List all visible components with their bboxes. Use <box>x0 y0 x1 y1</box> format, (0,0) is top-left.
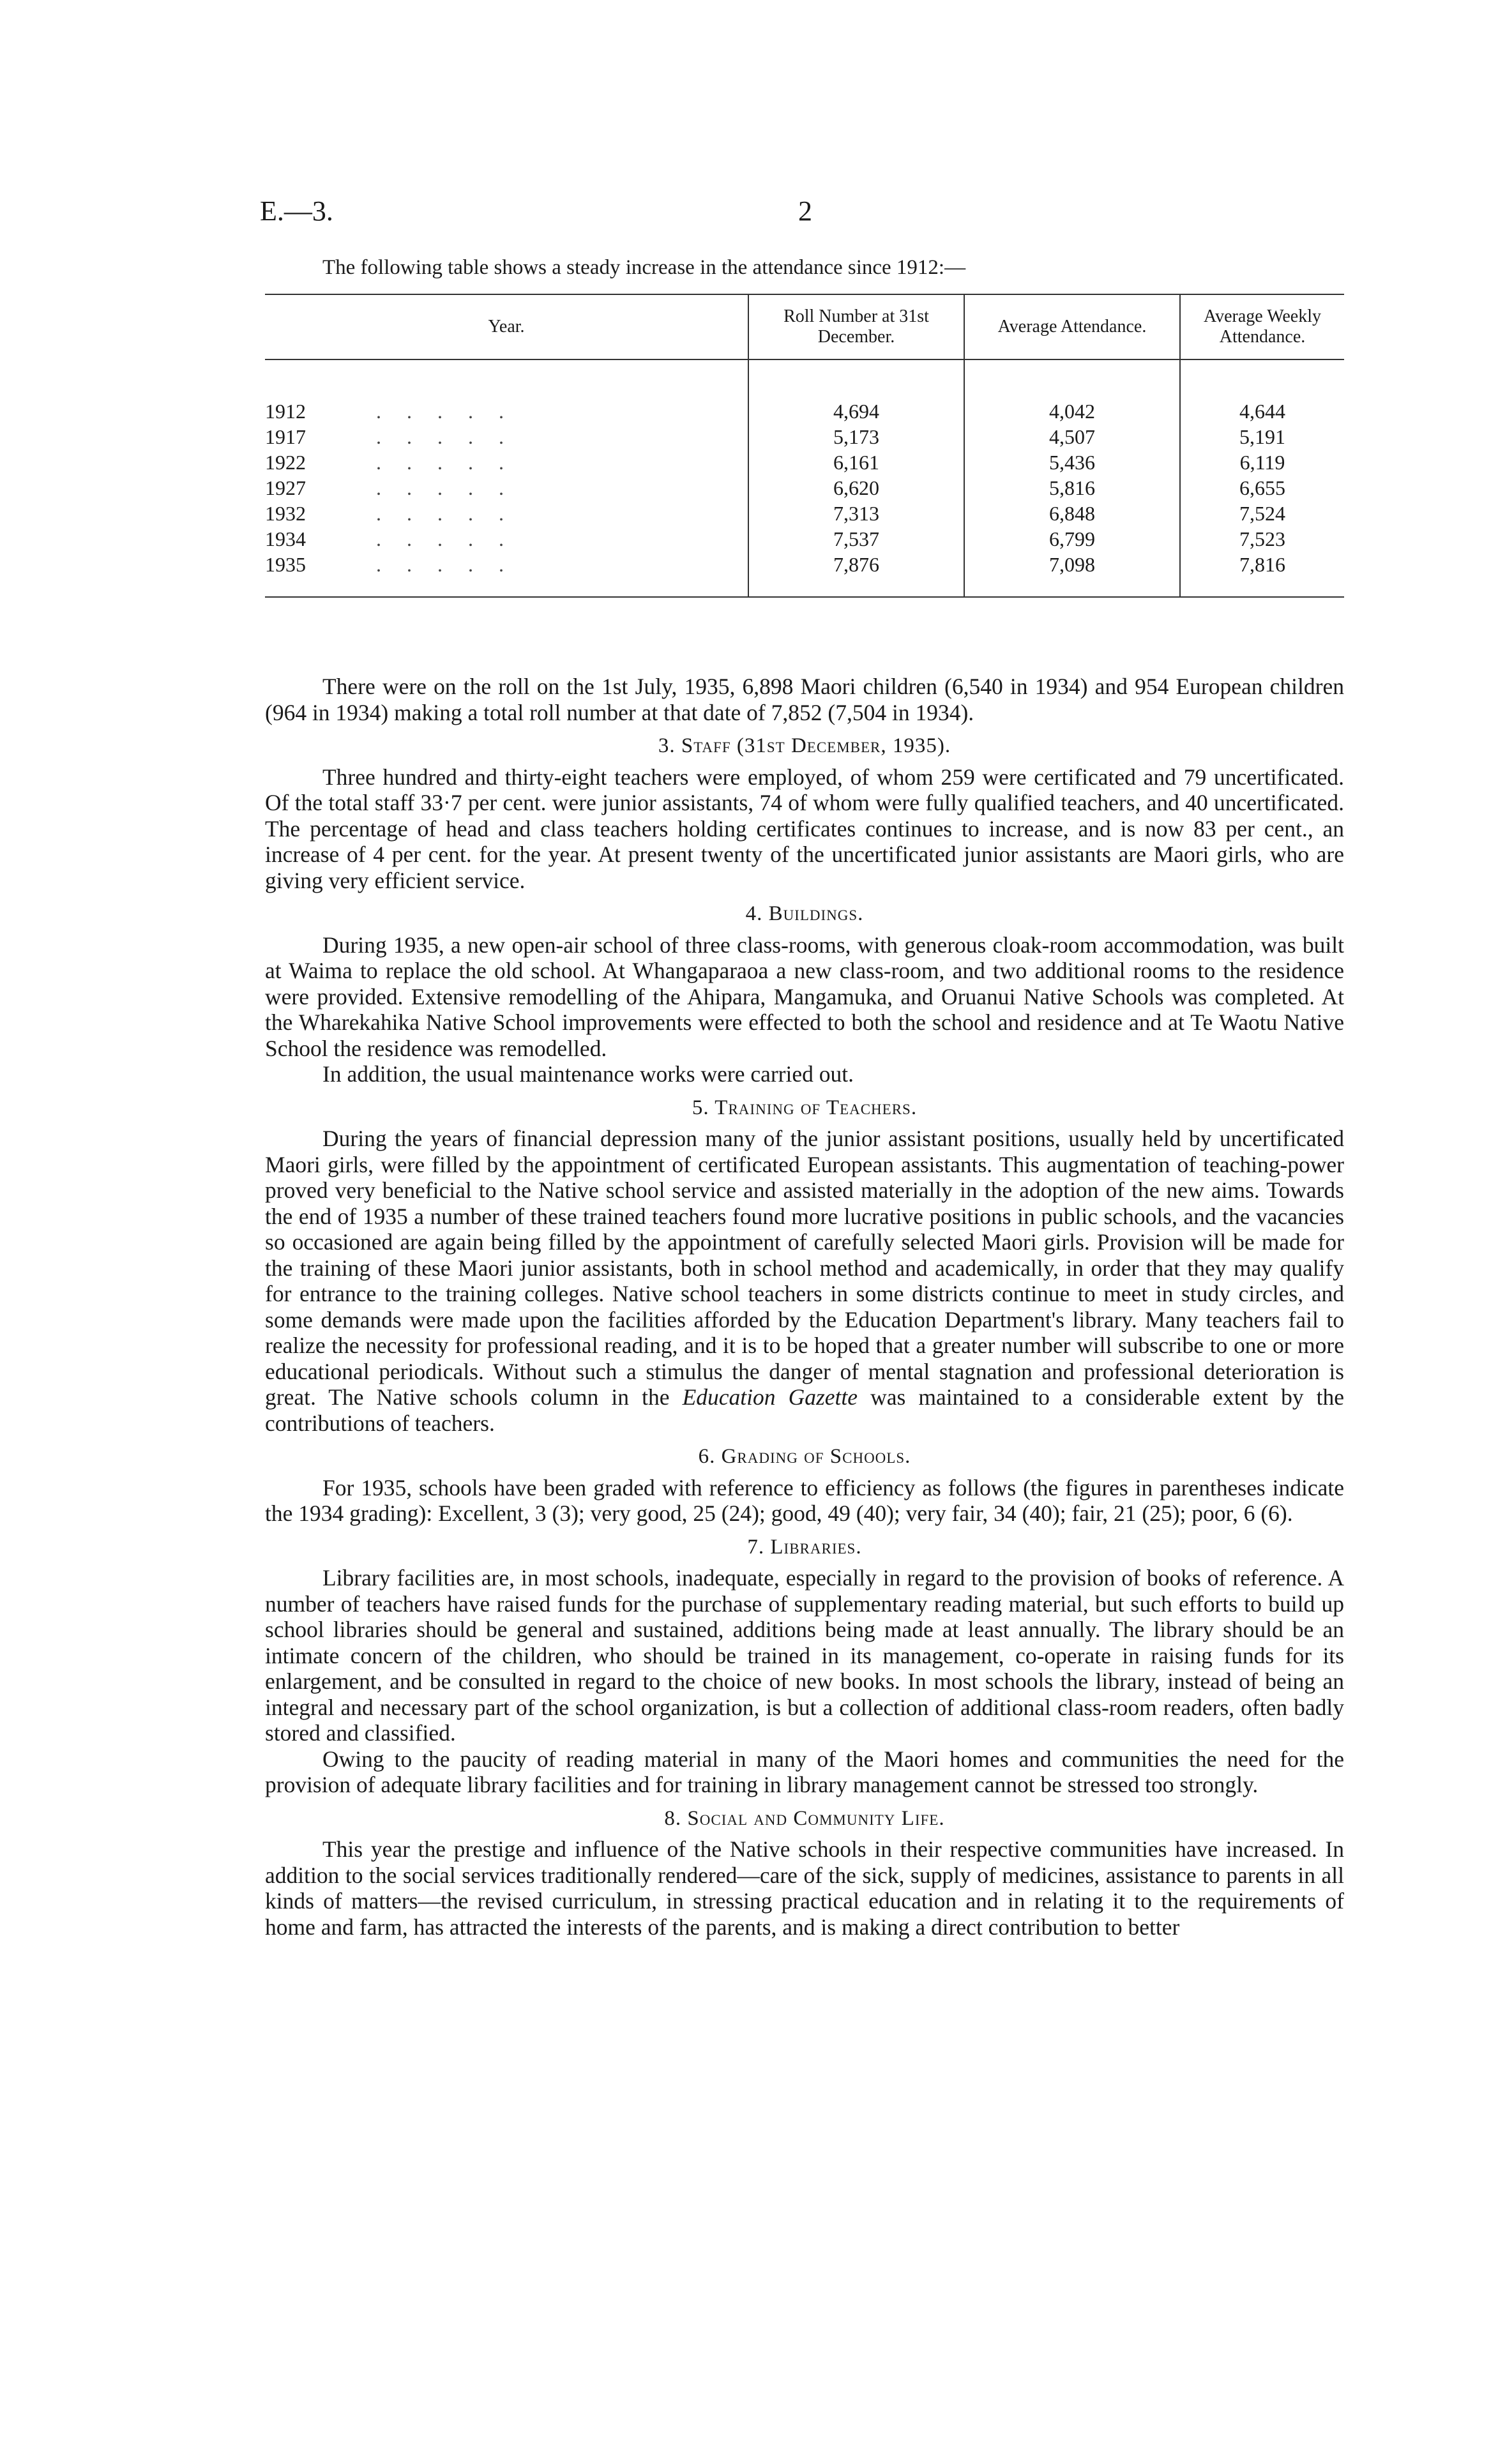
staff-paragraph: Three hundred and thirty-eight teachers were employed, of whom 259 were certificated and 79 uncertificated. Of the total staff 33·7 per cent. were junior assistants, 74 of whom were fully qualified teachers, and 40 uncertificated. The percentage of head and class teachers holding certificates continues to increase, and is now 83 per cent., an increase of 4 per cent. for the year. At present twenty of the uncertificated junior assistants are Maori girls, who are giving very efficient service. <box>265 764 1344 893</box>
average-cell: 6,799 <box>964 526 1180 552</box>
page-number: 2 <box>798 195 812 227</box>
year-value: 1922 <box>265 450 306 474</box>
column-header-average: Average Attendance. <box>964 294 1180 359</box>
year-value: 1912 <box>265 399 306 423</box>
weekly-cell: 6,119 <box>1180 450 1344 475</box>
year-cell <box>265 475 748 501</box>
section-heading-grading: 6. Grading of Schools. <box>698 1445 911 1468</box>
table-row <box>265 424 1344 450</box>
column-header-weekly: Average Weekly Attendance. <box>1180 294 1344 359</box>
buildings-paragraph: In addition, the usual maintenance works were carried out. <box>322 1061 854 1087</box>
year-cell <box>265 501 748 526</box>
roll-cell: 7,876 <box>748 552 964 597</box>
roll-cell: 6,620 <box>748 475 964 501</box>
roll-cell: 5,173 <box>748 424 964 450</box>
leader-dots: ..... <box>376 399 529 423</box>
section-heading-training: 5. Training of Teachers. <box>692 1096 918 1119</box>
leader-dots: ..... <box>376 450 529 474</box>
leader-dots: ..... <box>376 425 529 448</box>
report-body <box>265 674 1344 1940</box>
table-row <box>265 526 1344 552</box>
weekly-cell: 7,524 <box>1180 501 1344 526</box>
weekly-cell: 7,816 <box>1180 552 1344 597</box>
column-header-year: Year. <box>265 294 748 359</box>
table-row <box>265 475 1344 501</box>
leader-dots: ..... <box>376 527 529 550</box>
year-cell <box>265 424 748 450</box>
table-row <box>265 398 1344 424</box>
libraries-paragraph: Library facilities are, in most schools, inadequate, especially in regard to the provision of books of reference. A number of teachers have raised funds for the purchase of supplementary reading material, but such efforts to build up school libraries should be general and sustained, additions being made at least annually. The library should be an intimate concern of the children, who should be trained in its management, co-operate in raising funds for its enlargement, and be consulted in regard to the choice of new books. In most schools the library, instead of being an integral and necessary part of the school organization, is but a collection of additional class-room readers, often badly stored and classified. <box>265 1565 1344 1746</box>
year-cell <box>265 398 748 424</box>
attendance-table-container <box>265 294 1344 598</box>
year-cell <box>265 526 748 552</box>
roll-cell: 6,161 <box>748 450 964 475</box>
year-value: 1932 <box>265 501 306 525</box>
training-text-start: During the years of financial depression many of the junior assistant positions, usually held by uncertificated Maori girls, were filled by the appointment of certificated European assistants. This augmentation of teaching-power proved very beneficial to the Native school service and assisted materially in the adoption of the new aims. Towards the end of 1935 a number of these trained teachers found more lucrative positions in public schools, and the vacancies so occasioned are again being filled by the appointment of carefully selected Maori girls. Provision will be made for the training of these Maori junior assistants, both in school method and academically, in order that they may qualify for entrance to the training colleges. Native school teachers in some districts continue to meet in study circles, and some demands were made upon the facilities afforded by the Education Department's library. Many teachers fail to realize the necessity for professional reading, and it is to be hoped that a greater number will subscribe to one or more educational periodicals. Without such a stimulus the danger of mental stagnation and professional deterioration is great. The Native schools column in the <box>265 1126 1344 1410</box>
weekly-cell: 6,655 <box>1180 475 1344 501</box>
table-row <box>265 552 1344 597</box>
year-value: 1934 <box>265 527 306 550</box>
training-paragraph <box>265 1126 1344 1436</box>
column-header-roll: Roll Number at 31st December. <box>748 294 964 359</box>
average-cell: 4,507 <box>964 424 1180 450</box>
training-text-end: was maintained to a considerable extent by the contributions of teachers. <box>265 1384 1345 1436</box>
libraries-paragraph: Owing to the paucity of reading material in many of the Maori homes and communities the need for the provision of adequate library facilities and for training in library management cannot be stressed too strongly. <box>265 1746 1344 1797</box>
table-row <box>265 501 1344 526</box>
table-row <box>265 450 1344 475</box>
average-cell: 7,098 <box>964 552 1180 597</box>
social-paragraph: This year the prestige and influence of the Native schools in their respective communities have increased. In addition to the social services traditionally rendered—care of the sick, supply of medicines, assistance to parents in all kinds of matters—the revised curriculum, in stressing practical education and in relating it to the requirements of home and farm, has attracted the interests of the parents, and is making a direct contribution to better <box>265 1836 1344 1940</box>
average-cell: 6,848 <box>964 501 1180 526</box>
section-heading-social: 8. Social and Community Life. <box>664 1806 945 1830</box>
table-header-row <box>265 294 1344 359</box>
roll-cell: 7,537 <box>748 526 964 552</box>
weekly-cell: 4,644 <box>1180 398 1344 424</box>
report-code: E.—3. <box>260 195 333 227</box>
leader-dots: ..... <box>376 552 529 576</box>
leader-dots: ..... <box>376 476 529 499</box>
average-cell: 4,042 <box>964 398 1180 424</box>
table-intro: The following table shows a steady increase in the attendance since 1912:— <box>322 256 966 279</box>
section-heading-staff: 3. Staff (31st December, 1935). <box>658 734 951 757</box>
leader-dots: ..... <box>376 501 529 525</box>
year-value: 1935 <box>265 552 306 576</box>
section-heading-libraries: 7. Libraries. <box>747 1535 862 1559</box>
average-cell: 5,436 <box>964 450 1180 475</box>
year-value: 1917 <box>265 425 306 448</box>
grading-paragraph: For 1935, schools have been graded with reference to efficiency as follows (the figures in parentheses indicate the 1934 grading): Excellent, 3 (3); very good, 25 (24); good, 49 (40); very fair, 34 (40); fair, 21 (25); poor, 6 (6). <box>265 1474 1344 1526</box>
year-cell <box>265 552 748 597</box>
year-cell <box>265 450 748 475</box>
weekly-cell: 5,191 <box>1180 424 1344 450</box>
weekly-cell: 7,523 <box>1180 526 1344 552</box>
roll-cell: 7,313 <box>748 501 964 526</box>
roll-cell: 4,694 <box>748 398 964 424</box>
average-cell: 5,816 <box>964 475 1180 501</box>
year-value: 1927 <box>265 476 306 499</box>
buildings-paragraph: During 1935, a new open-air school of three class-rooms, with generous cloak-room accommodation, was built at Waima to replace the old school. At Whangaparaoa a new class-room, and two additional rooms to the residence were provided. Extensive remodelling of the Ahipara, Mangamuka, and Oruanui Native Schools was completed. At the Wharekahika Native School improvements were effected to both the school and residence and at Te Waotu Native School the residence was remodelled. <box>265 932 1344 1061</box>
roll-paragraph: There were on the roll on the 1st July, 1935, 6,898 Maori children (6,540 in 1934) and 954 European children (964 in 1934) making a total roll number at that date of 7,852 (7,504 in 1934). <box>265 674 1344 725</box>
table-spacer-row <box>265 359 1344 398</box>
gazette-title: Education Gazette <box>682 1384 858 1410</box>
attendance-table <box>265 294 1344 598</box>
section-heading-buildings: 4. Buildings. <box>745 902 864 925</box>
